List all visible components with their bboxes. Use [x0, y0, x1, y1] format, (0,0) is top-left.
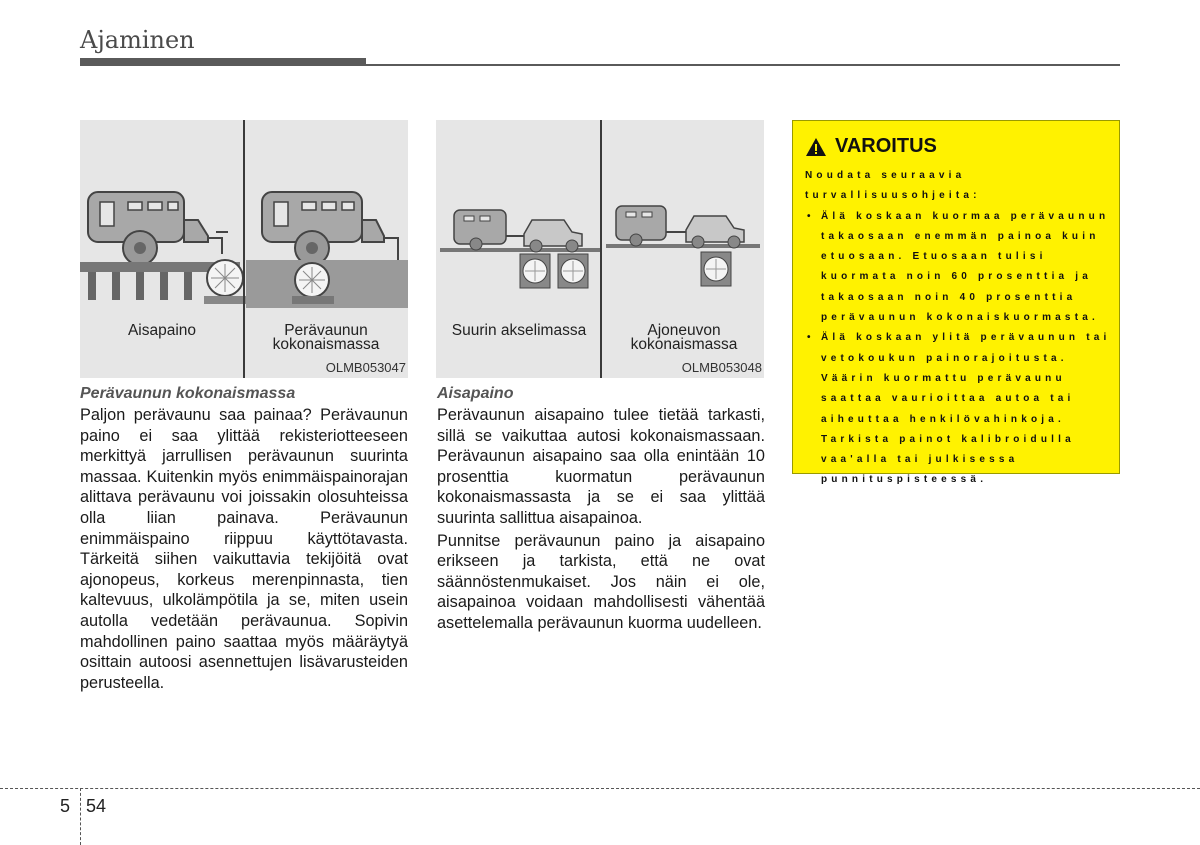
- caption-ajoneuvon-line2: kokonaismassa: [630, 336, 738, 353]
- figure-divider: [243, 120, 245, 378]
- paragraph: Perävaunun aisapaino tulee tietää tarkasti, sillä se vaikuttaa autosi kokonaismassaan. Perävaunun aisapaino saa olla enintään 10 prosenttia kuormatun perävaunun kokonaismassasta ja se ei saa ylittää suurinta sallittua aisapainoa.: [437, 406, 765, 527]
- warning-intro: Noudata seuraavia turvallisuusohjeita:: [805, 170, 981, 202]
- trailer-on-stand-drawing: [80, 192, 246, 304]
- section-body-kokonaismassa: [80, 405, 408, 695]
- caption-aisapaino: Aisapaino: [127, 322, 197, 339]
- paragraph: Punnitse perävaunun paino ja aisapaino erikseen ja tarkista, että ne ovat säännöstenmukaiset. Jos näin ei ole, aisapainoa voidaan mahdollisesti vähentää asettelemalla perävaunun kuorma uudelleen.: [437, 531, 765, 632]
- warning-title: [805, 135, 937, 158]
- page-number: 54: [86, 796, 107, 816]
- figure-trailer-weights: [80, 120, 408, 378]
- section-body-aisapaino: [437, 405, 765, 636]
- figure-vehicle-weights: [436, 120, 764, 378]
- paragraph: Paljon perävaunu saa painaa? Perävaunun paino ei saa ylittää rekisteriotteeseen merkittyä jarrullisen perävaunun suurinta massaa. Kuitenkin myös enimmäispainorajan alittava perävaunu voi joissakin olosuhteissa olla liian painava. Perävaunun enimmäispaino riippuu käyttötavasta. Tärkeitä siihen vaikuttavia tekijöitä ovat ajonopeus, korkeus merenpinnasta, tien kaltevuus, ulkolämpötila ja se, miten usein autolla vedetään perävaunua. Sopivin mahdollinen paino saattaa myös määräytyä osittain autoosi asennettujen lisävarusteiden perusteella.: [80, 406, 408, 692]
- warning-box: [792, 120, 1120, 486]
- header-rule: [366, 64, 1120, 66]
- footer-rule: [0, 788, 1200, 789]
- caption-akselimassa: Suurin akselimassa: [451, 322, 587, 339]
- page-header-title: Ajaminen: [80, 26, 195, 54]
- figure-code: OLMB053047: [325, 360, 406, 375]
- warning-item: • Älä koskaan kuormaa perävaunun takaosaan enemmän painoa kuin etuosaan. Etuosaan tulisi kuormata noin 60 prosenttia ja takaosaan noin 40 prosenttia perävaunun kokonaiskuormasta.: [805, 207, 1111, 329]
- warning-list: [805, 207, 1111, 491]
- header-bar: [80, 58, 366, 66]
- warning-body: [805, 166, 1111, 491]
- car-and-trailer-on-one-scale: [606, 206, 760, 286]
- section-heading-aisapaino: Aisapaino: [437, 385, 514, 402]
- trailer-on-scale-drawing: [246, 192, 408, 308]
- warning-title-text: VAROITUS: [835, 135, 937, 157]
- figure-code: OLMB053048: [681, 360, 762, 375]
- chapter-number: 5: [60, 796, 71, 816]
- car-and-trailer-on-two-scales: [440, 210, 600, 288]
- footer-divider: [80, 788, 81, 845]
- section-heading-kokonaismassa: Perävaunun kokonaismassa: [80, 385, 296, 402]
- caption-peravaunun-line1: Perävaunun: [284, 322, 368, 339]
- warning-triangle-icon: [805, 137, 827, 157]
- warning-item: • Älä koskaan ylitä perävaunun tai vetokoukun painorajoitusta. Väärin kuormattu perävaunu saattaa vaurioittaa autoa tai aiheuttaa henkilövahinkoja. Tarkista painot kalibroidulla vaa'alla tai julkisessa punnituspisteessä.: [805, 328, 1111, 490]
- figure-divider: [600, 120, 602, 378]
- caption-peravaunun-line2: kokonaismassa: [272, 336, 380, 353]
- caption-ajoneuvon-line1: Ajoneuvon: [647, 322, 721, 339]
